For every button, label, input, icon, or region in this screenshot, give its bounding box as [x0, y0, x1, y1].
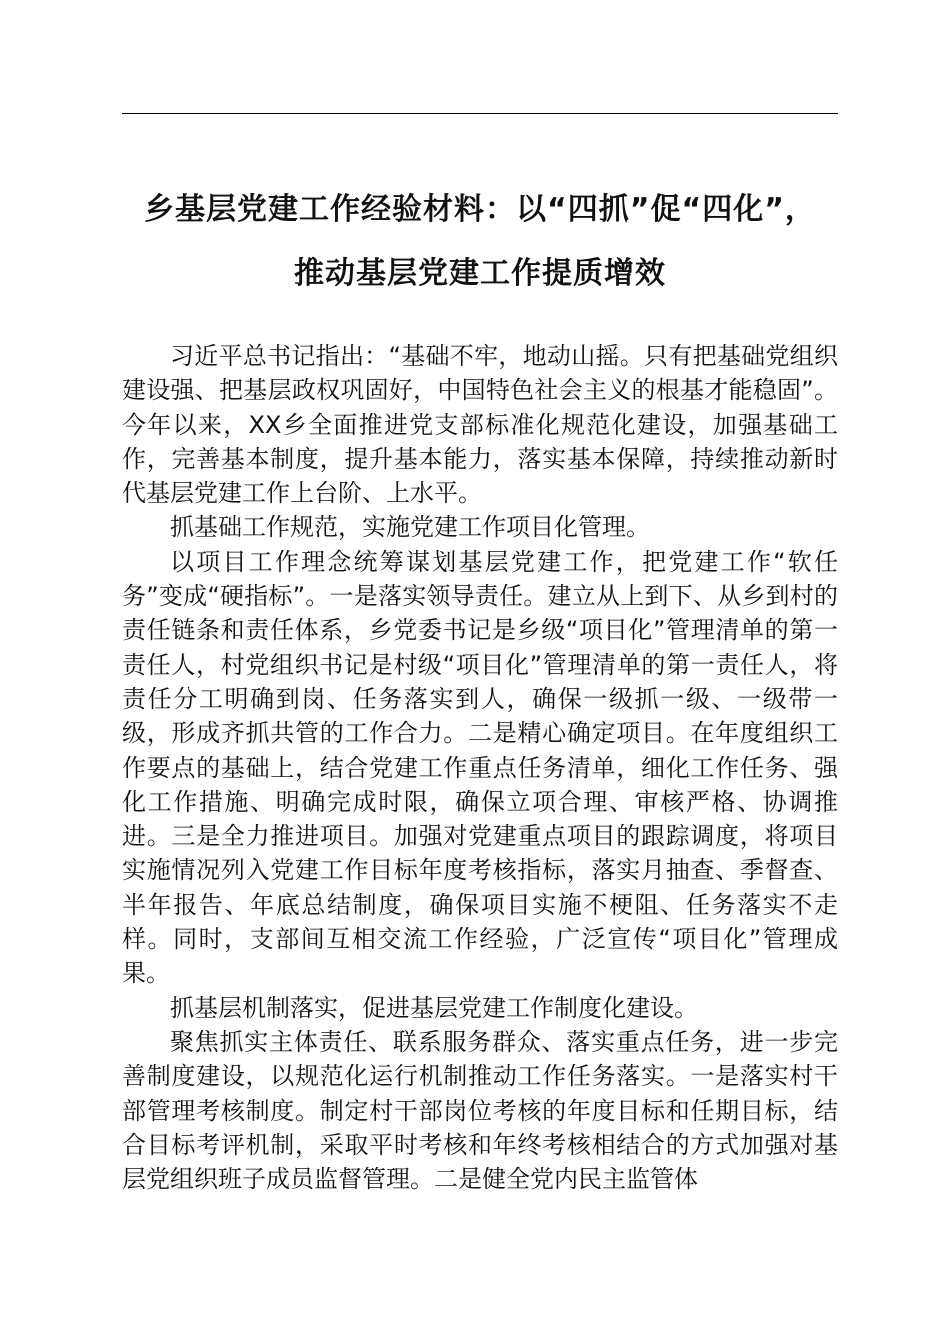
document-title [100, 178, 860, 306]
section-heading-2: 抓基层机制落实，促进基层党建工作制度化建设。 [170, 993, 698, 1022]
title-line-2: 推动基层党建工作提质增效 [294, 256, 666, 291]
title-line-1: 乡基层党建工作经验材料：以“四抓”促“四化”， [144, 192, 816, 227]
section-heading-1: 抓基础工作规范，实施党建工作项目化管理。 [170, 513, 650, 542]
paragraph-section-1: 以项目工作理念统筹谋划基层党建工作，把党建工作“软任务”变成“硬指标”。一是落实领导责任。建立从上到下、从乡到村的责任链条和责任体系，乡党委书记是乡级“项目化”管理清单的第一责任人，村党组织书记是村级“项目化”管理清单的第一责任人，将责任分工明确到岗、任务落实到人，确保一级抓一级、一级带一级，形成齐抓共管的工作合力。二是精心确定项目。在年度组织工作要点的基础上，结合党建工作重点任务清单，细化工作任务、强化工作措施、明确完成时限，确保立项合理、审核严格、协调推进。三是全力推进项目。加强对党建重点项目的跟踪调度，将项目实施情况列入党建工作目标年度考核指标，落实月抽查、季督查、半年报告、年底总结制度，确保项目实施不梗阻、任务落实不走样。同时，支部间互相交流工作经验，广泛宣传“项目化”管理成果。 [122, 547, 838, 988]
header-rule [122, 113, 838, 114]
paragraph-section-2: 聚焦抓实主体责任、联系服务群众、落实重点任务，进一步完善制度建设，以规范化运行机制推动工作任务落实。一是落实村干部管理考核制度。制定村干部岗位考核的年度目标和任期目标，结合目标考评机制，采取平时考核和年终考核相结合的方式加强对基层党组织班子成员监督管理。二是健全党内民主监管体 [122, 1027, 838, 1194]
document-body [122, 339, 838, 1196]
paragraph-intro: 习近平总书记指出：“基础不牢，地动山摇。只有把基础党组织建设强、把基层政权巩固好，中国特色社会主义的根基才能稳固”。今年以来，XX乡全面推进党支部标准化规范化建设，加强基础工作，完善基本制度，提升基本能力，落实基本保障，持续推动新时代基层党建工作上台阶、上水平。 [122, 342, 838, 508]
